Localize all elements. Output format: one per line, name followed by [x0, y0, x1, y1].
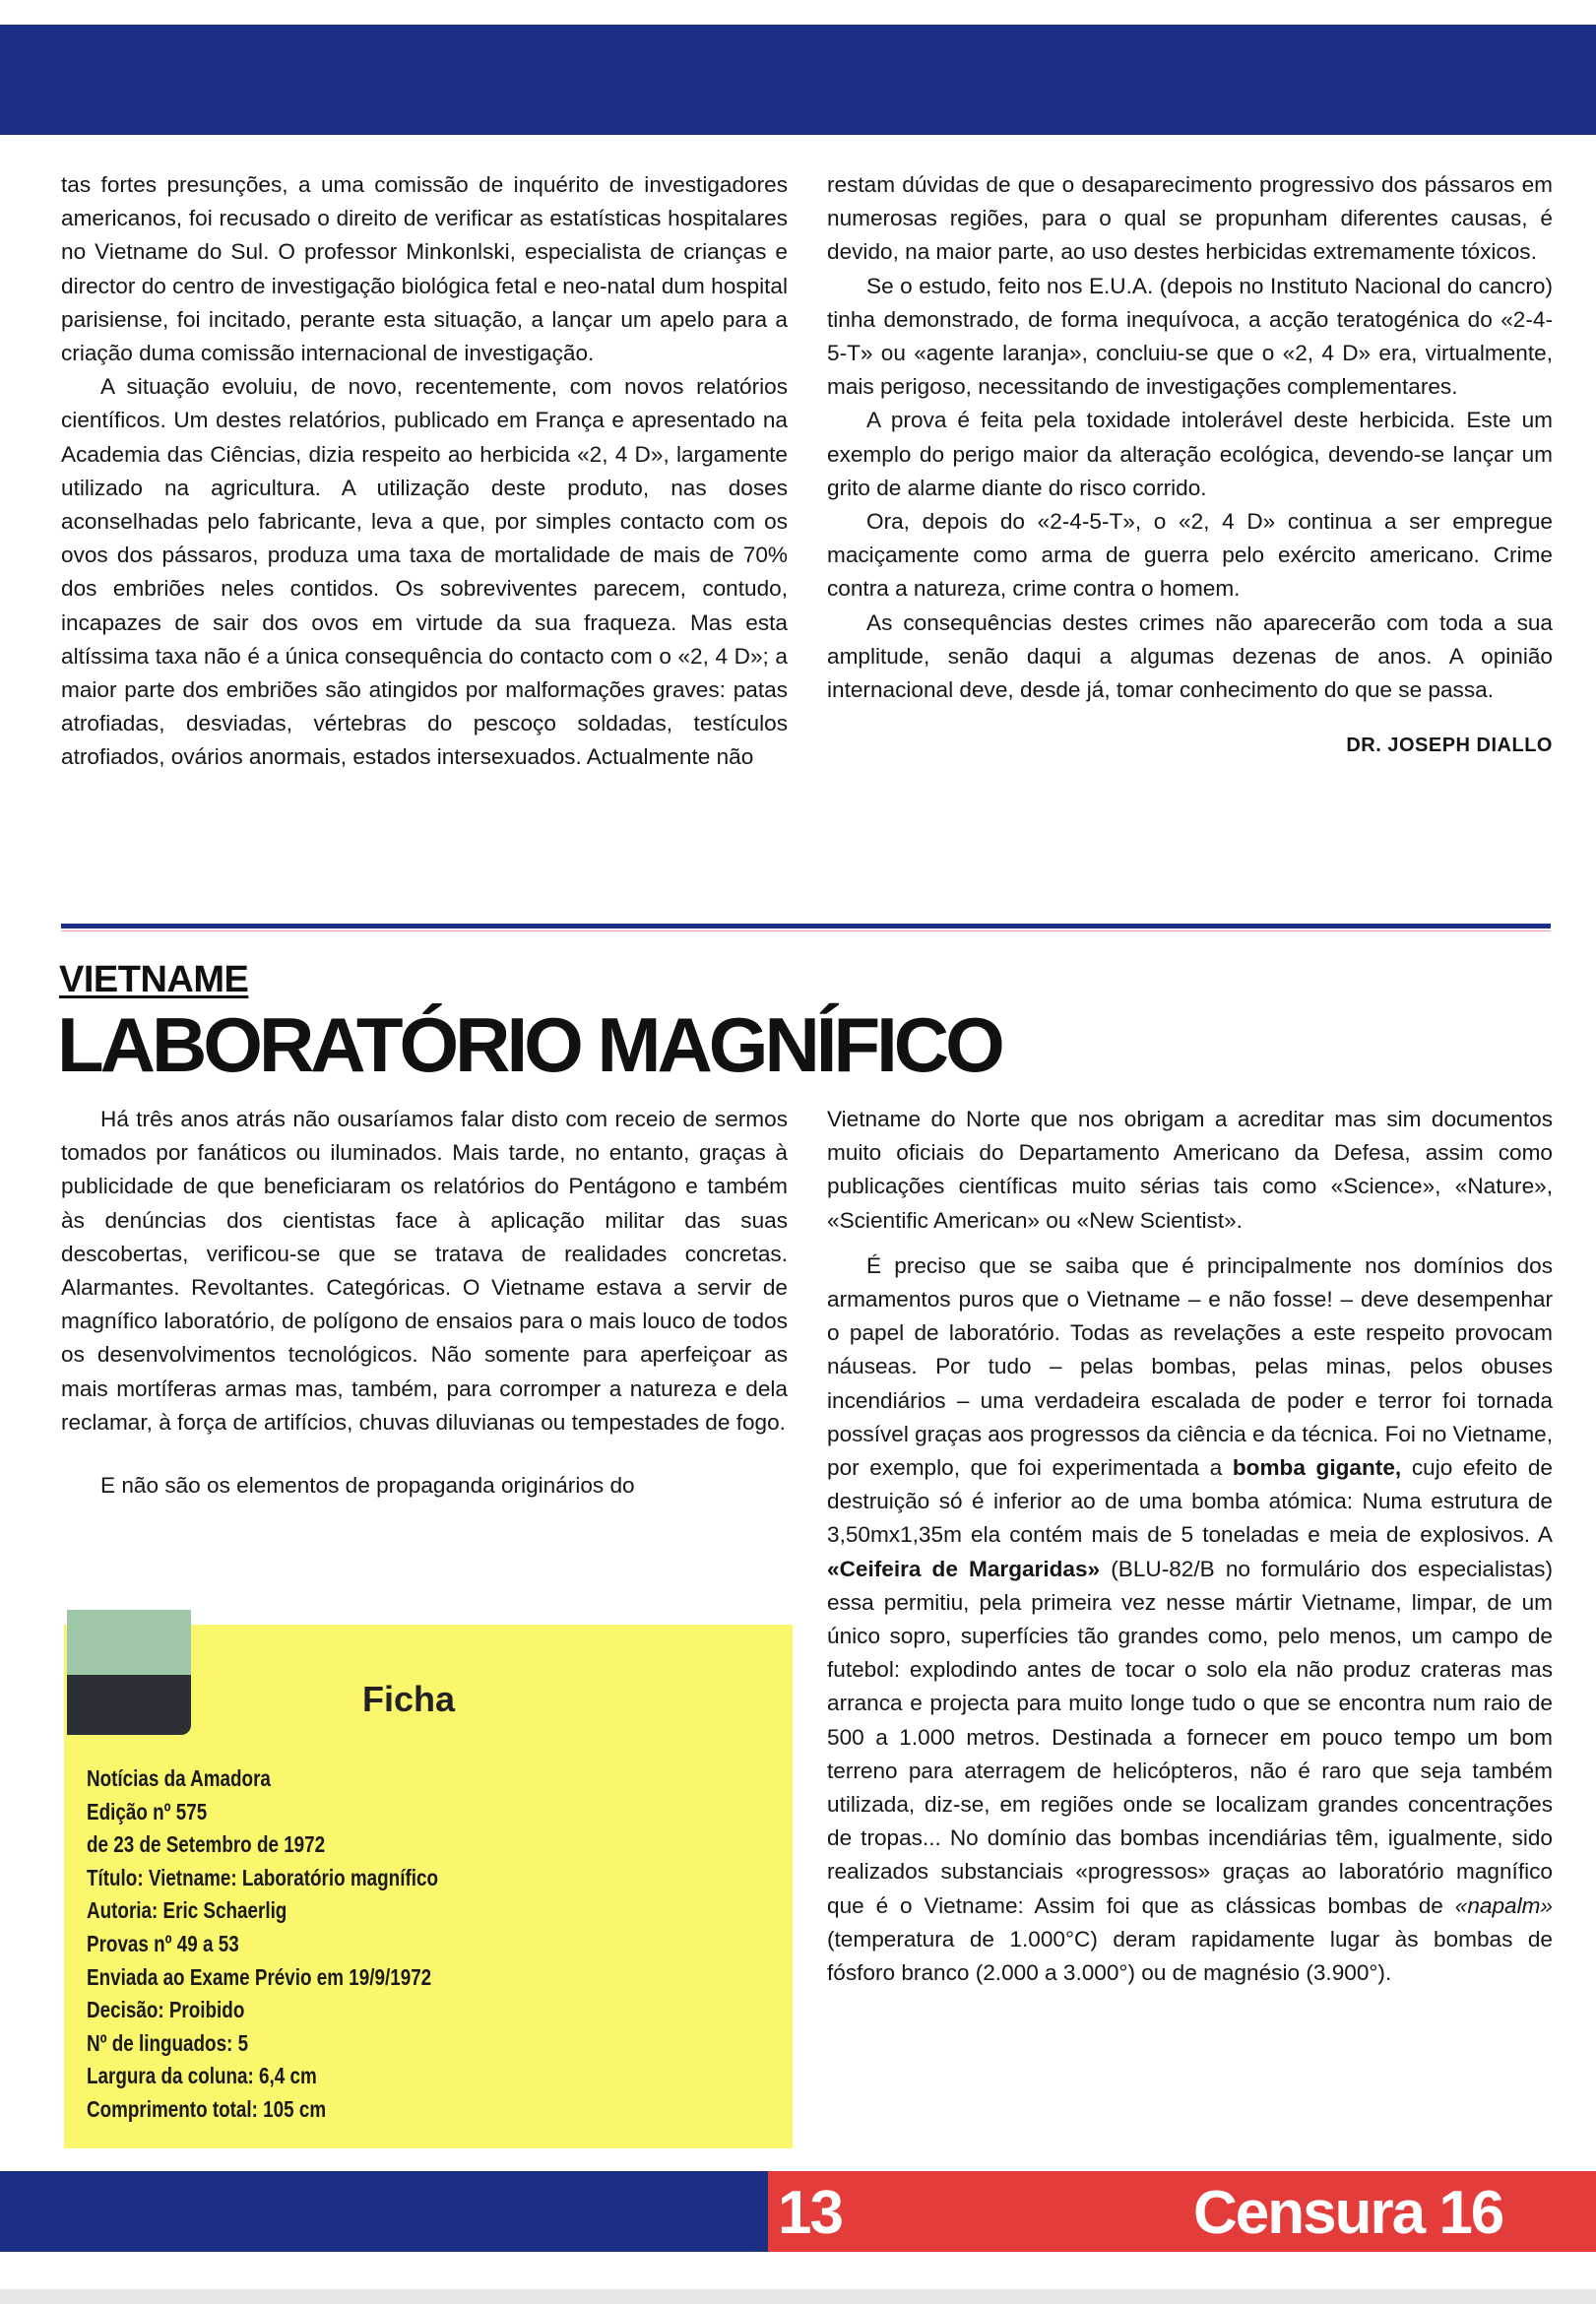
ficha-list — [87, 1762, 438, 2127]
paragraph: Há três anos atrás não ousaríamos falar disto com receio de sermos tomados por fanáticos ou iluminados. Mais tarde, no entanto, graças à publicidade de que beneficiaram os relatórios do Pentágono e também às denúncias dos cientistas face à aplicação militar das suas descobertas, verificou-se que se tratava de realidades concretas. Alarmantes. Revoltantes. Categóricas. O Vietname estava a servir de magnífico laboratório, de polígono de ensaios para o mais louco de todos os desenvolvimentos tecnológicos. Não somente para aperfeiçoar as mais mortíferas armas mas, também, para corromper a natureza e dela reclamar, à força de artifícios, chuvas diluvianas ou tempestades de fogo. — [61, 1107, 788, 1435]
paragraph: A prova é feita pela toxidade intolerável deste herbicida. Este um exemplo do perigo maior da alteração ecológica, devendo-se lançar um grito de alarme diante do risco corrido. — [827, 408, 1553, 500]
ficha-title: Ficha — [362, 1679, 456, 1719]
ficha-line: Enviada ao Exame Prévio em 19/9/1972 — [87, 1963, 432, 1990]
paragraph: As consequências destes crimes não aparecerão com toda a sua amplitude, senão daqui a algumas dezenas de anos. A opinião internacional deve, desde já, tomar conhecimento do que se passa. — [827, 609, 1553, 703]
ficha-line: Autoria: Eric Schaerlig — [87, 1897, 287, 1924]
page-number: 13 — [778, 2179, 842, 2247]
text-run: cujo efeito de destruição só é inferior ao de uma bomba atómica: Numa estrutura de 3,50mx1,35m ela contém mais de 5 toneladas e meia de explosivos. A — [827, 1455, 1553, 1548]
top-article-left-column — [61, 168, 788, 775]
ficha-line: Título: Vietname: Laboratório magnífico — [87, 1864, 438, 1890]
italic-text: «napalm» — [1454, 1892, 1553, 1918]
author-signature: DR. JOSEPH DIALLO — [1346, 735, 1553, 757]
article-kicker: VIETNAME — [59, 959, 249, 1000]
paragraph: restam dúvidas de que o desaparecimento progressivo dos pássaros em numerosas regiões, para o qual se propunham diferentes causas, é devido, na maior parte, ao uso destes herbicidas extremamente tóxicos. — [827, 172, 1553, 265]
paragraph — [827, 1249, 1553, 1990]
ficha-line: Largura da coluna: 6,4 cm — [87, 2063, 317, 2089]
paragraph: Ora, depois do «2-4-5-T», o «2, 4 D» continua a ser empregue maciçamente como arma de guerra pelo exército americano. Crime contra a natureza, crime contra o homem. — [827, 509, 1553, 602]
ficha-line: Notícias da Amadora — [87, 1765, 271, 1791]
ficha-line: Decisão: Proibido — [87, 1997, 245, 2023]
ficha-line: Nº de linguados: 5 — [87, 2029, 249, 2056]
top-article-right-column — [827, 168, 1553, 762]
ficha-tab-decoration — [67, 1610, 191, 1735]
section-divider — [61, 924, 1551, 928]
ficha-line: Comprimento total: 105 cm — [87, 2095, 327, 2122]
article-left-column — [61, 1103, 788, 1503]
ficha-line: Edição nº 575 — [87, 1798, 208, 1824]
ficha-line: Provas nº 49 a 53 — [87, 1930, 239, 1956]
paragraph: E não são os elementos de propaganda originários do — [100, 1473, 635, 1499]
ficha-line: de 23 de Setembro de 1972 — [87, 1831, 326, 1858]
header-bar — [0, 25, 1596, 135]
bottom-strip — [0, 2289, 1596, 2304]
bold-text: bomba gigante, — [1232, 1455, 1402, 1481]
text-run: É preciso que se saiba que é principalmente nos domínios dos armamentos puros que o Vietname – e não fosse! – deve desempenhar o papel de laboratório. Todas as revelações a este respeito provocam náuseas. Por tudo – pelas bombas, pelas minas, pelos obuses incendiários – uma verdadeira escalada de poder e terror foi tornada possível graças aos progressos da ciência e da técnica. Foi no Vietname, por exemplo, que foi experimentada a — [827, 1252, 1553, 1481]
article-right-column — [827, 1103, 1553, 1990]
article-title: LABORATÓRIO MAGNÍFICO — [57, 1001, 1001, 1088]
paragraph: tas fortes presunções, a uma comissão de inquérito de investigadores americanos, foi recusado o direito de verificar as estatísticas hospitalares no Vietname do Sul. O professor Minkonlski, especialista de crianças e director do centro de investigação biológica fetal e neo-natal dum hospital parisiense, foi incitado, perante esta situação, a lançar um apelo para a criação duma comissão internacional de investigação. — [61, 172, 788, 366]
text-run: (temperatura de 1.000°C) deram rapidamente lugar às bombas de fósforo branco (2.000 a 3.000°) ou de magnésio (3.900°). — [827, 1926, 1553, 1986]
section-divider-shadow — [61, 930, 1551, 931]
text-run: (BLU-82/B no formulário dos especialistas) essa permitiu, pela primeira vez nesse mártir Vietname, limpar, de um único sopro, superfícies tão grandes como, pelo menos, um campo de futebol: explodindo antes de tocar o solo ela não produz crateras mas arranca e projecta para muito longe tudo o que se encontra num raio de 500 a 1.000 metros. Destinada a fornecer em pouco tempo um bom terreno para aterragem de helicópteros, não é raro que seja também utilizada, diz-se, em regiões onde se localizam grandes concentrações de tropas... No domínio das bombas incendiárias têm, igualmente, sido realizados substanciais «progressos» graças ao laboratório magnífico que é o Vietname: Assim foi que as clássicas bombas de — [827, 1556, 1553, 1918]
paragraph: Vietname do Norte que nos obrigam a acreditar mas sim documentos muito oficiais do Departamento Americano da Defesa, assim como publicações científicas muito sérias tais como «Science», «Nature», «Scientific American» ou «New Scientist». — [827, 1107, 1553, 1233]
paragraph: A situação evoluiu, de novo, recentemente, com novos relatórios científicos. Um destes relatórios, publicado em França e apresentado na Academia das Ciências, dizia respeito ao herbicida «2, 4 D», largamente utilizado na agricultura. A utilização deste produto, nas doses aconselhadas pelo fabricante, leva a que, por simples contacto com os ovos dos pássaros, produza uma taxa de mortalidade de mais de 70% dos embriões neles contidos. Os sobreviventes parecem, contudo, incapazes de sair dos ovos em virtude da sua fraqueza. Mas esta altíssima taxa não é a única consequência do contacto com o «2, 4 D»; a maior parte dos embriões são atingidos por malformações graves: patas atrofiadas, desviadas, vértebras do pescoço soldadas, testículos atrofiados, ovários anormais, estados intersexuados. Actualmente não — [61, 374, 788, 770]
bold-text: «Ceifeira de Margaridas» — [827, 1556, 1101, 1581]
magazine-name: Censura 16 — [1193, 2179, 1503, 2247]
paragraph: Se o estudo, feito nos E.U.A. (depois no Instituto Nacional do cancro) tinha demonstrado, de forma inequívoca, a acção teratogénica do «2-4-5-T» ou «agente laranja», concluiu-se que o «2, 4 D» era, virtualmente, mais perigoso, necessitando de investigações complementares. — [827, 273, 1553, 400]
